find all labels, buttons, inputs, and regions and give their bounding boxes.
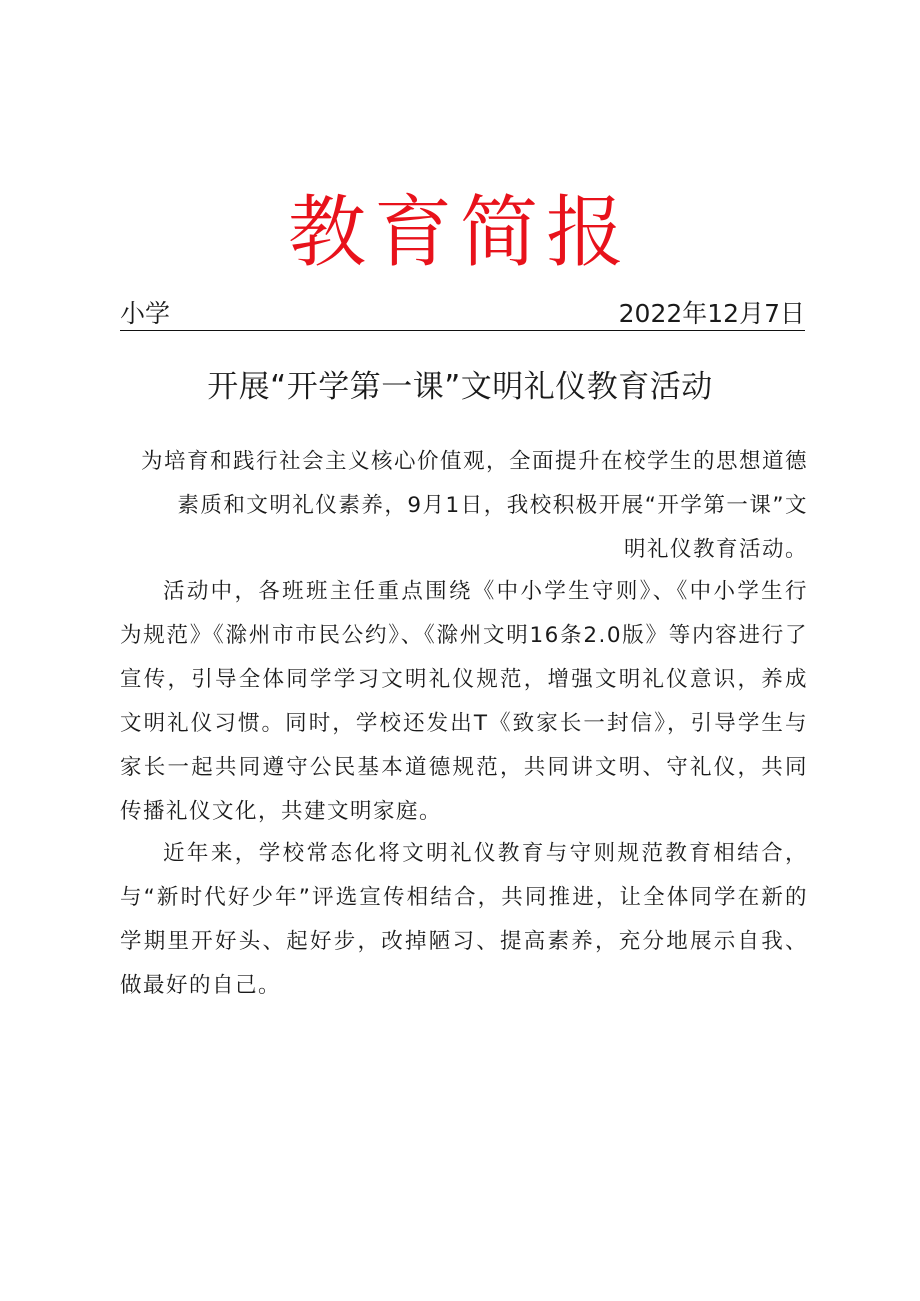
article-title: 开展“开学第一课”文明礼仪教育活动	[207, 369, 713, 405]
masthead-title: 教育简报	[287, 188, 632, 278]
dateline	[120, 298, 805, 331]
paragraph-line: 为培育和践行社会主义核心价值观，全面提升在校学生的思想道德	[140, 449, 808, 474]
paragraph-intro	[120, 440, 808, 572]
paragraph-conclusion: 近年来，学校常态化将文明礼仪教育与守则规范教育相结合，与“新时代好少年”评选宣传相结合，共同推进，让全体同学在新的学期里开好头、起好步，改掉陋习、提高素养，充分地展示自我、做最好的自己。	[120, 841, 808, 998]
paragraph-line: 明礼仪教育活动。	[623, 537, 808, 562]
school-name: 小学	[120, 299, 171, 328]
issue-date: 2022年12月7日	[618, 299, 805, 328]
paragraph-activity: 活动中，各班班主任重点围绕《中小学生守则》、《中小学生行为规范》《滁州市市民公约》、《滁州文明16条2.0版》等内容进行了宣传，引导全体同学学习文明礼仪规范，增强文明礼仪意识，养成文明礼仪习惯。同时，学校还发出T《致家长一封信》，引导学生与家长一起共同遵守公民基本道德规范，共同讲文明、守礼仪，共同传播礼仪文化，共建文明家庭。	[120, 579, 808, 824]
paragraph-line: 素质和文明礼仪素养，9月1日，我校积极开展“开学第一课”文	[177, 493, 808, 518]
